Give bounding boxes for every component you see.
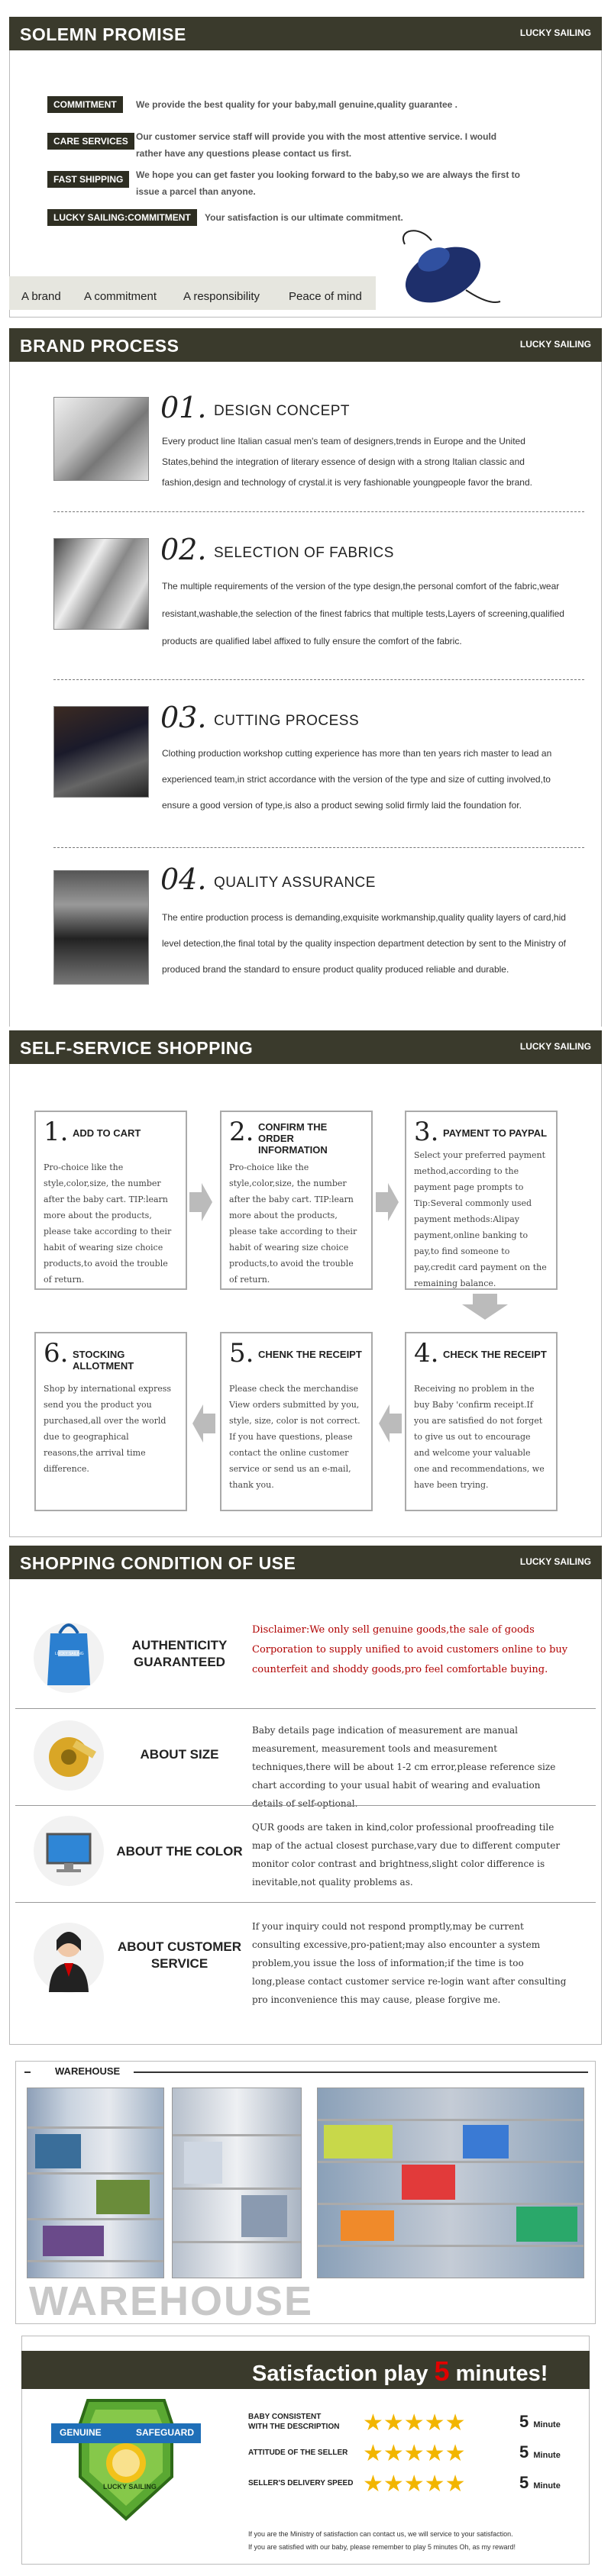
five-stars-icon: ★★★★★	[363, 2471, 466, 2497]
commitment-tag: COMMITMENT	[47, 96, 123, 113]
color-title: ABOUT THE COLOR	[116, 1844, 243, 1859]
self-service-brand: LUCKY SAILING	[519, 1041, 591, 1052]
step-payment	[405, 1111, 558, 1290]
cutting-number: 03.	[160, 701, 207, 734]
brand-process-title: BRAND PROCESS	[20, 336, 179, 356]
fabrics-body: The multiple requirements of the version of the type design,the personal comfort of the fabric,wear resistant,washable,the selection of the finest fabrics that multiple tests,Layers of screening,qualified products are qualified label affixed to fully ensure the comfort of the fabric.	[162, 581, 564, 646]
rating-row-delivery	[248, 2473, 569, 2497]
step-3-body: Select your preferred payment method,according to the payment page prompts to Tip:Several commonly used payment methods:Alipay payment,online banking to pay,to find someone to pay,credit card payment on the remaining balance.	[414, 1150, 547, 1288]
nav-tab-brand[interactable]: A brand	[21, 290, 61, 303]
fast-shipping-text: We hope you can get faster you looking forward to the baby,so we are always the first to issue a parcel than anyone.	[136, 169, 520, 197]
step-1-number: 1.	[44, 1117, 69, 1147]
cutting-body: Clothing production workshop cutting experience has more than ten years rich master to lead an experienced team,in strict accordance with the version of the type and size of cutting involved,to ensure a good version of type,is also a product sewing solid firmly laid the foundation for.	[162, 748, 552, 811]
warehouse-photo-3	[317, 2088, 584, 2278]
cutting-title: CUTTING PROCESS	[214, 713, 360, 729]
step-2-body: Pro-choice like the style,color,size, the number after the baby cart. TIP:learn more about the products, please take according to their habit of wearing size choice products,to avoid the trouble of return.	[229, 1162, 357, 1285]
step-confirm-order	[220, 1111, 373, 1290]
fast-shipping-tag: FAST SHIPPING	[47, 171, 129, 188]
self-service-section	[0, 1027, 611, 1542]
nav-tab-responsibility[interactable]: A responsibility	[183, 290, 260, 303]
five-stars-icon: ★★★★★	[363, 2441, 466, 2466]
nav-tab-commitment[interactable]: A commitment	[84, 290, 157, 303]
satisfaction-title-pre: Satisfaction play	[252, 2362, 428, 2386]
promise-brand: LUCKY SAILING	[519, 27, 591, 38]
satisfaction-title-post: minutes!	[455, 2362, 548, 2386]
rating-label: ATTITUDE OF THE SELLER	[248, 2449, 348, 2457]
rating-unit: Minute	[533, 2481, 561, 2491]
satisfaction-footer-2: If you are satisfied with our baby, please remember to play 5 minutes Oh, as my reward!	[248, 2543, 516, 2551]
promise-header	[9, 17, 602, 50]
promise-section	[0, 0, 611, 321]
step-2-title: CONFIRM THE ORDER INFORMATION	[258, 1121, 328, 1156]
step-6-title: STOCKING ALLOTMENT	[73, 1349, 134, 1372]
brand-process-brand: LUCKY SAILING	[519, 339, 591, 350]
step-add-to-cart	[34, 1111, 187, 1290]
warehouse-label: WAREHOUSE	[55, 2065, 121, 2077]
self-service-header	[9, 1030, 602, 1064]
bag-label: LUCKY SAILING	[55, 1652, 84, 1656]
satisfaction-section	[0, 2336, 611, 2576]
step-4-body: Receiving no problem in the buy Baby 'confirm receipt.If you are satisfied do not forget to give us out to encourage and welcome your valuable one and recommendations, we have been trying.	[414, 1384, 545, 1490]
color-body: QUR goods are taken in kind,color professional proofreading tile map of the actual closest purchase,vary due to different computer monitor color contrast and brightness,slight color difference is inevitable,not quality problems as.	[252, 1822, 561, 1888]
design-concept-body: Every product line Italian casual men's team of designers,trends in Europe and the United States,behind the integration of literary essence of design with a strong Italian classic and fashion,design and technology of crystal.it is very fashionable youngpeople favor the brand.	[162, 436, 532, 488]
guarantee-shield-icon	[42, 2393, 210, 2523]
monitor-icon	[31, 1813, 107, 1889]
rating-label: SELLER'S DELIVERY SPEED	[248, 2479, 354, 2487]
authenticity-body: Disclaimer:We only sell genuine goods,the sale of goods Corporation to supply unified to avoid customers online to buy counterfeit and shoddy goods,pro feel comfortable buying.	[252, 1624, 568, 1675]
rating-score: 5	[519, 2412, 529, 2431]
warehouse-big-text: WAREHOUSE	[29, 2278, 314, 2324]
brand-process-header	[9, 328, 602, 362]
step-5-title: CHENK THE RECEIPT	[258, 1349, 362, 1360]
customer-service-title: ABOUT CUSTOMER SERVICE	[117, 1939, 242, 1971]
step-5-number: 5.	[229, 1338, 254, 1369]
rating-unit: Minute	[533, 2451, 561, 2460]
conditions-header	[9, 1546, 602, 1579]
size-body: Baby details page indication of measurement are manual measurement, measurement tools and measurement techniques,there will be about 1-2 cm error,please reference size chart according to your usual habit of wearing and evaluation details of self-optional.	[252, 1725, 556, 1809]
satisfaction-title-num: 5	[434, 2355, 450, 2387]
step-5-body: Please check the merchandise View orders submitted by you, style, size, color is not correct. If you have questions, please contact the online customer service or send us an e-mail, thank you.	[229, 1384, 360, 1490]
conditions-section	[0, 1546, 611, 2057]
care-services-tag: CARE SERVICES	[47, 133, 134, 150]
rating-score: 5	[519, 2473, 529, 2492]
rating-label: BABY CONSISTENT WITH THE DESCRIPTION	[248, 2413, 340, 2431]
quality-body: The entire production process is demanding,exquisite workmanship,quality quality layers of card,hid level detection,the final total by the quality inspection department detection by sent to the Ministry of produced brand the standard to ensure product quality produced reliable and durable.	[162, 912, 566, 975]
nav-tab-peace[interactable]: Peace of mind	[289, 290, 362, 303]
rating-unit: Minute	[533, 2420, 561, 2429]
fabrics-number: 02.	[160, 533, 207, 566]
badge-genuine: GENUINE	[60, 2427, 102, 2438]
authenticity-title: AUTHENTICITY GUARANTEED	[131, 1638, 228, 1669]
satisfaction-footer-1: If you are the Ministry of satisfaction can contact us, we will service to your satisfaction.	[248, 2530, 513, 2538]
warehouse-photo-1	[27, 2088, 164, 2278]
tape-measure-icon	[31, 1717, 107, 1794]
self-service-title: SELF-SERVICE SHOPPING	[20, 1038, 254, 1058]
quality-title: QUALITY ASSURANCE	[214, 875, 376, 891]
warehouse-photo-2	[172, 2088, 302, 2278]
step-check-receipt	[405, 1332, 558, 1511]
step-6-number: 6.	[44, 1338, 69, 1369]
customer-service-body: If your inquiry could not respond promptly,may be current consulting excessive,pro-patient;may also encounter a system problem,you issue the loss of information;if the time is too long,please contact customer service re-login want after consulting pro inconvenience this may cause, please forgive me.	[252, 1921, 567, 2005]
arrow-left-icon	[379, 1404, 402, 1443]
rating-score: 5	[519, 2442, 529, 2462]
fabrics-photo	[53, 538, 149, 630]
design-concept-photo	[53, 397, 149, 481]
step-4-title: CHECK THE RECEIPT	[443, 1349, 547, 1360]
fabrics-title: SELECTION OF FABRICS	[214, 545, 394, 561]
lucky-commitment-tag: LUCKY SAILING:COMMITMENT	[47, 209, 197, 226]
quality-number: 04.	[160, 862, 207, 896]
step-3-title: PAYMENT TO PAYPAL	[443, 1127, 548, 1139]
warehouse-section	[0, 2061, 611, 2324]
rating-row-description	[248, 2412, 569, 2436]
commitment-text: We provide the best quality for your baby,mall genuine,quality guarantee .	[136, 99, 457, 110]
badge-brand: LUCKY SAILING	[103, 2483, 157, 2491]
step-2-number: 2.	[229, 1117, 254, 1147]
promise-title: SOLEMN PROMISE	[20, 24, 186, 44]
conditions-title: SHOPPING CONDITION OF USE	[20, 1553, 296, 1573]
conditions-brand: LUCKY SAILING	[519, 1556, 591, 1567]
customer-service-icon	[31, 1916, 107, 2000]
rating-row-attitude	[248, 2442, 569, 2467]
design-concept-number: 01.	[160, 391, 207, 424]
arrow-right-icon	[376, 1183, 399, 1221]
step-1-body: Pro-choice like the style,color,size, the number after the baby cart. TIP:learn more about the products, please take according to their habit of wearing size choice products,to avoid the trouble of return.	[44, 1162, 172, 1285]
size-title: ABOUT SIZE	[140, 1747, 219, 1762]
five-stars-icon: ★★★★★	[363, 2410, 466, 2436]
step-1-title: ADD TO CART	[73, 1127, 141, 1139]
arrow-left-icon	[192, 1404, 215, 1443]
brand-process-section	[0, 321, 611, 1145]
badge-safeguard: SAFEGUARD	[136, 2427, 195, 2438]
design-concept-title: DESIGN CONCEPT	[214, 403, 351, 419]
lucky-commitment-text: Your satisfaction is our ultimate commitment.	[205, 212, 403, 223]
hand-shake-icon	[390, 229, 504, 313]
arrow-down-icon	[462, 1294, 508, 1320]
step-4-number: 4.	[414, 1338, 439, 1369]
cutting-photo	[53, 706, 149, 798]
arrow-right-icon	[189, 1183, 212, 1221]
step-stocking-allotment	[34, 1332, 187, 1511]
step-3-number: 3.	[414, 1117, 439, 1147]
satisfaction-title	[252, 2355, 548, 2387]
step-check-merchandise	[220, 1332, 373, 1511]
quality-photo	[53, 870, 149, 985]
step-6-body: Shop by international express send you the product you purchased,all over the world due to geographical reasons,the arrival time difference.	[44, 1384, 171, 1474]
care-services-text: Our customer service staff will provide you with the most attentive service. I would rather have any questions please contact us first.	[136, 131, 497, 159]
